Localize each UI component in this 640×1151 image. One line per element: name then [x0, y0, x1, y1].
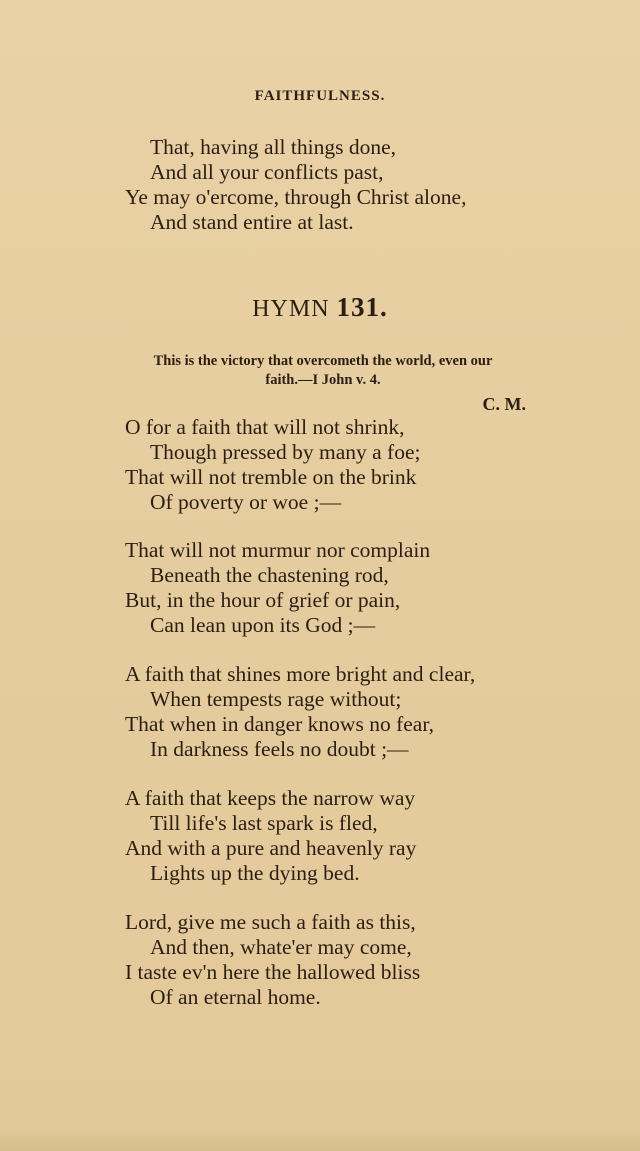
- stanza-2-line-4: Can lean upon its God ;—: [150, 613, 376, 637]
- stanza-4-line-2: Till life's last spark is fled,: [150, 811, 378, 835]
- stanza-1-line-2: Though pressed by many a foe;: [150, 440, 421, 464]
- stanza-5-line-3: I taste ev'n here the hallowed bliss: [125, 960, 421, 984]
- stanza-1-line-3: That will not tremble on the brink: [125, 465, 417, 489]
- running-head: FAITHFULNESS.: [254, 88, 386, 104]
- hymn-number: 131.: [336, 292, 388, 322]
- stanza-1-line-4: Of poverty or woe ;—: [150, 490, 342, 514]
- stanza-2-line-1: That will not murmur nor complain: [125, 538, 431, 562]
- hymn-label: HYMN: [252, 296, 330, 322]
- hymn-title: [0, 292, 640, 323]
- page-bottom-edge: [0, 1129, 640, 1151]
- prev-stanza-line-2: And all your conflicts past,: [150, 160, 384, 184]
- prev-stanza-line-3: Ye may o'ercome, through Christ alone,: [125, 185, 467, 209]
- prev-stanza-line-4: And stand entire at last.: [150, 210, 354, 234]
- stanza-5-line-4: Of an eternal home.: [150, 985, 321, 1009]
- stanza-3-line-1: A faith that shines more bright and clear,: [125, 662, 476, 686]
- hymn-meter: C. M.: [482, 394, 526, 414]
- stanza-3-line-2: When tempests rage without;: [150, 687, 402, 711]
- stanza-5-line-2: And then, whate'er may come,: [150, 935, 412, 959]
- prev-stanza-line-1: That, having all things done,: [150, 135, 397, 159]
- epigraph-line-2: faith.—I John v. 4.: [265, 372, 381, 388]
- stanza-4-line-4: Lights up the dying bed.: [150, 861, 360, 885]
- stanza-1-line-1: O for a faith that will not shrink,: [125, 415, 405, 439]
- stanza-5-line-1: Lord, give me such a faith as this,: [125, 910, 416, 934]
- stanza-4-line-1: A faith that keeps the narrow way: [125, 786, 416, 810]
- stanza-4-line-3: And with a pure and heavenly ray: [125, 836, 417, 860]
- epigraph-line-1: This is the victory that overcometh the world, even our: [153, 353, 493, 369]
- stanza-2-line-3: But, in the hour of grief or pain,: [125, 588, 401, 612]
- stanza-2-line-2: Beneath the chastening rod,: [150, 563, 389, 587]
- stanza-3-line-3: That when in danger knows no fear,: [125, 712, 434, 736]
- stanza-3-line-4: In darkness feels no doubt ;—: [150, 737, 409, 761]
